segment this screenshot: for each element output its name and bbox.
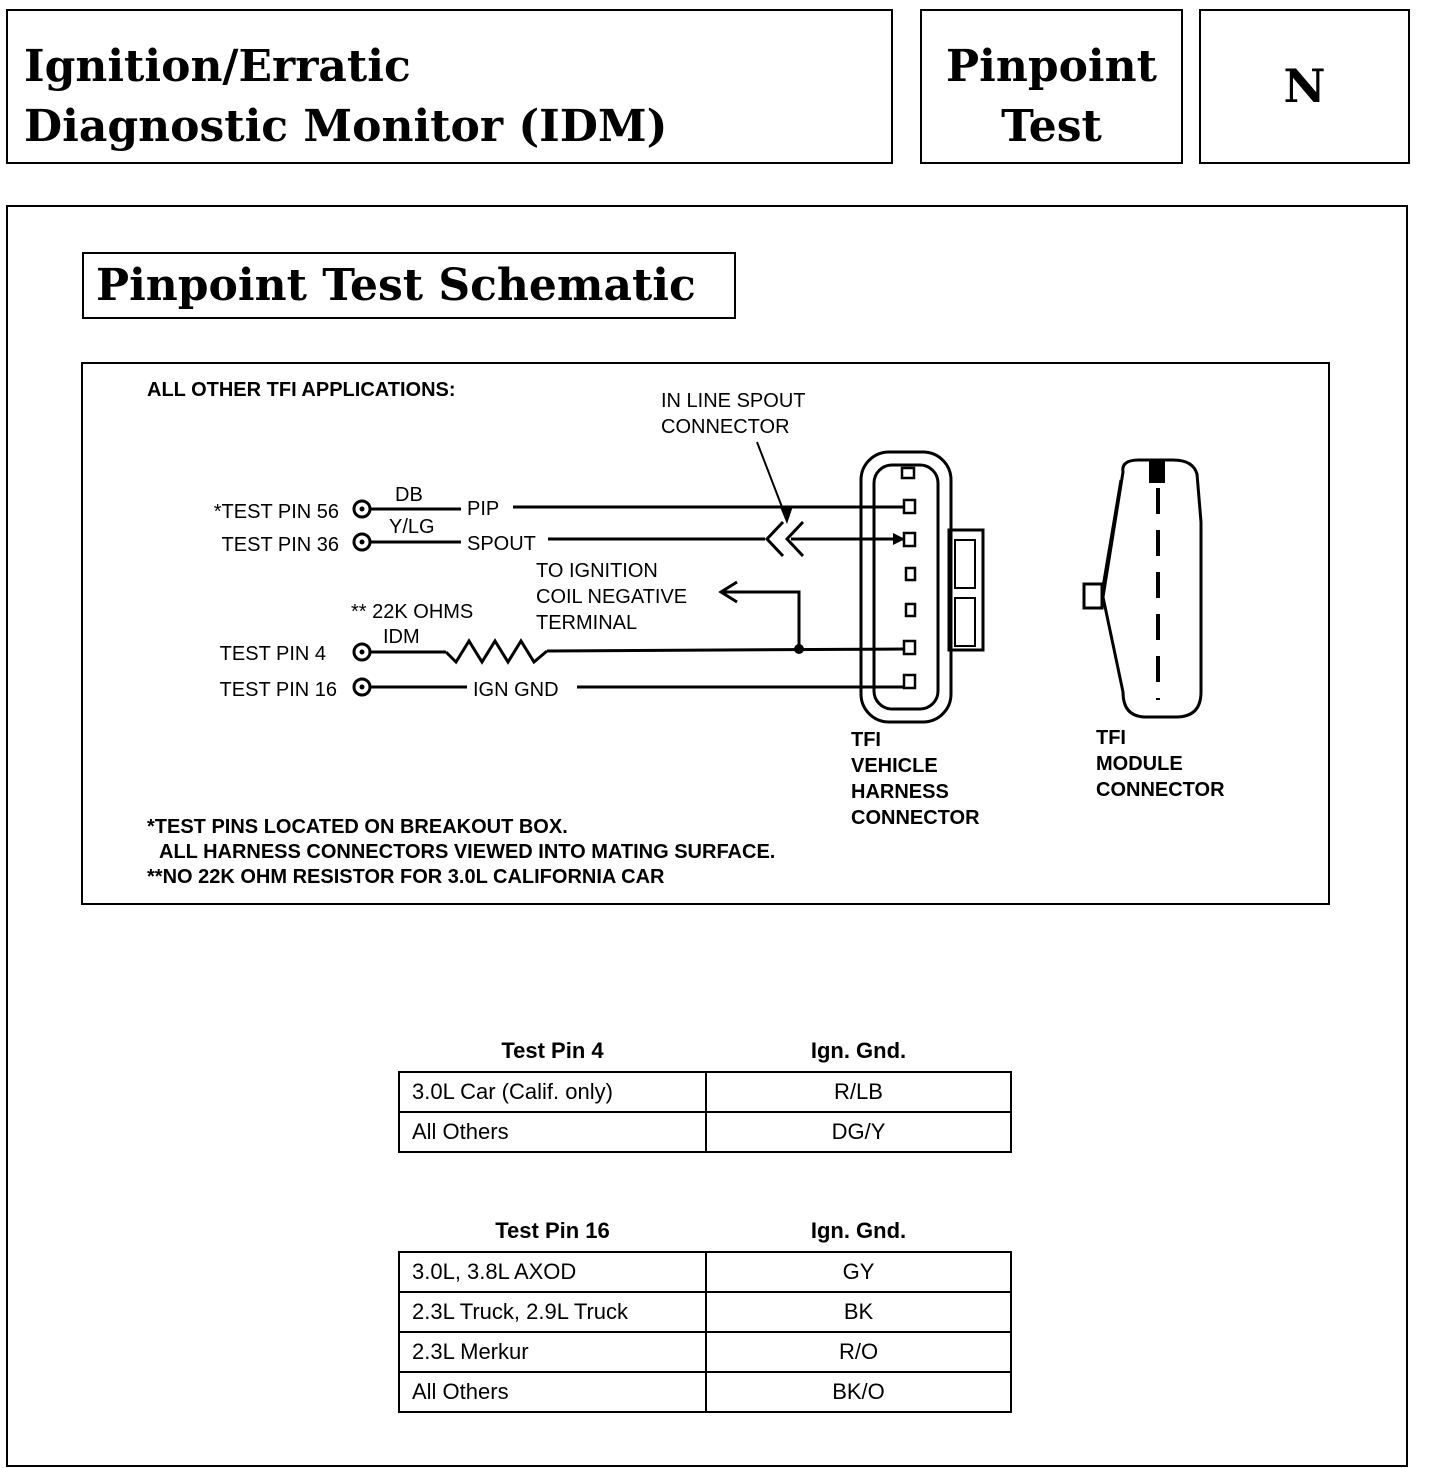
- header-test-line2: Test: [1001, 101, 1102, 152]
- header-title-line2: Diagnostic Monitor (IDM): [24, 101, 668, 152]
- circuit-ign-gnd-label: IGN GND: [473, 679, 559, 701]
- wire-idm-label: IDM: [383, 626, 420, 648]
- table-header: Ign. Gnd.: [810, 1038, 907, 1063]
- tfi-module-connector: [1084, 460, 1201, 717]
- schematic-heading: ALL OTHER TFI APPLICATIONS:: [147, 379, 456, 401]
- harness-cavity-pip: [904, 500, 915, 513]
- coil-label-1: TO IGNITION: [536, 560, 658, 582]
- test-pin-36-label: TEST PIN 36: [221, 534, 339, 556]
- module-label-2: MODULE: [1096, 753, 1183, 775]
- note-2: ALL HARNESS CONNECTORS VIEWED INTO MATING SURFACE.: [159, 841, 776, 863]
- table-cell: 3.0L Car (Calif. only): [399, 1072, 706, 1112]
- harness-label-1: TFI: [851, 729, 881, 751]
- table-row: [399, 1372, 1011, 1412]
- table-cell: All Others: [399, 1112, 706, 1152]
- table-header: Test Pin 4: [501, 1038, 604, 1063]
- table-row: [399, 1332, 1011, 1372]
- circuit-spout-label: SPOUT: [467, 533, 536, 555]
- table-cell: 3.0L, 3.8L AXOD: [399, 1252, 706, 1292]
- module-label-3: CONNECTOR: [1096, 779, 1225, 801]
- coil-label-2: COIL NEGATIVE: [536, 586, 688, 608]
- harness-cavity-ign-gnd: [904, 675, 915, 688]
- note-3: **NO 22K OHM RESISTOR FOR 3.0L CALIFORNIA CAR: [147, 866, 665, 888]
- table-cell: BK/O: [706, 1372, 1011, 1412]
- test-pin-56-label: *TEST PIN 56: [213, 501, 339, 523]
- test-pin-16-label: TEST PIN 16: [219, 679, 337, 701]
- schematic-diagram: [81, 362, 1330, 905]
- header-test-box: [920, 9, 1183, 164]
- wire-ylg-label: Y/LG: [389, 516, 435, 538]
- table-cell: DG/Y: [706, 1112, 1011, 1152]
- table-row: [399, 1292, 1011, 1332]
- table-test-pin-16: [398, 1211, 1012, 1413]
- table-cell: R/LB: [706, 1072, 1011, 1112]
- table-row: [399, 1112, 1011, 1152]
- resistor-22k: [446, 641, 547, 662]
- tfi-vehicle-harness-connector: [861, 452, 983, 722]
- spout-connector-male: [767, 522, 783, 556]
- harness-label-2: VEHICLE: [851, 755, 938, 777]
- table-cell: All Others: [399, 1372, 706, 1412]
- harness-cavity-spout: [904, 533, 915, 546]
- table-cell: 2.3L Merkur: [399, 1332, 706, 1372]
- coil-label-3: TERMINAL: [536, 612, 638, 634]
- spout-connector-label-1: IN LINE SPOUT: [661, 390, 806, 412]
- table-header: Ign. Gnd.: [810, 1218, 907, 1243]
- resistor-label: ** 22K OHMS: [351, 601, 474, 623]
- header-test-line1: Pinpoint: [946, 41, 1157, 92]
- test-pin-4-label: TEST PIN 4: [219, 643, 326, 665]
- module-label-1: TFI: [1096, 727, 1126, 749]
- table-cell: 2.3L Truck, 2.9L Truck: [399, 1292, 706, 1332]
- header-title-line1: Ignition/Erratic: [24, 41, 411, 92]
- table-row: [399, 1252, 1011, 1292]
- harness-label-3: HARNESS: [851, 781, 949, 803]
- schematic-title: Pinpoint Test Schematic: [82, 252, 736, 319]
- header-test-letter: N: [1199, 9, 1410, 164]
- harness-cavity-idm: [904, 641, 915, 654]
- table-header: Test Pin 16: [495, 1218, 610, 1243]
- wire-db-label: DB: [395, 484, 423, 506]
- harness-label-4: CONNECTOR: [851, 807, 980, 829]
- table-row: [399, 1072, 1011, 1112]
- splice-dot: [794, 644, 804, 654]
- table-cell: R/O: [706, 1332, 1011, 1372]
- table-test-pin-4: [398, 1031, 1012, 1153]
- table-cell: GY: [706, 1252, 1011, 1292]
- circuit-pip-label: PIP: [467, 498, 500, 520]
- header-title-box: [6, 9, 893, 164]
- wire-idm-right: [547, 649, 905, 651]
- table-cell: BK: [706, 1292, 1011, 1332]
- spout-connector-label-2: CONNECTOR: [661, 416, 790, 438]
- note-1: *TEST PINS LOCATED ON BREAKOUT BOX.: [147, 816, 568, 838]
